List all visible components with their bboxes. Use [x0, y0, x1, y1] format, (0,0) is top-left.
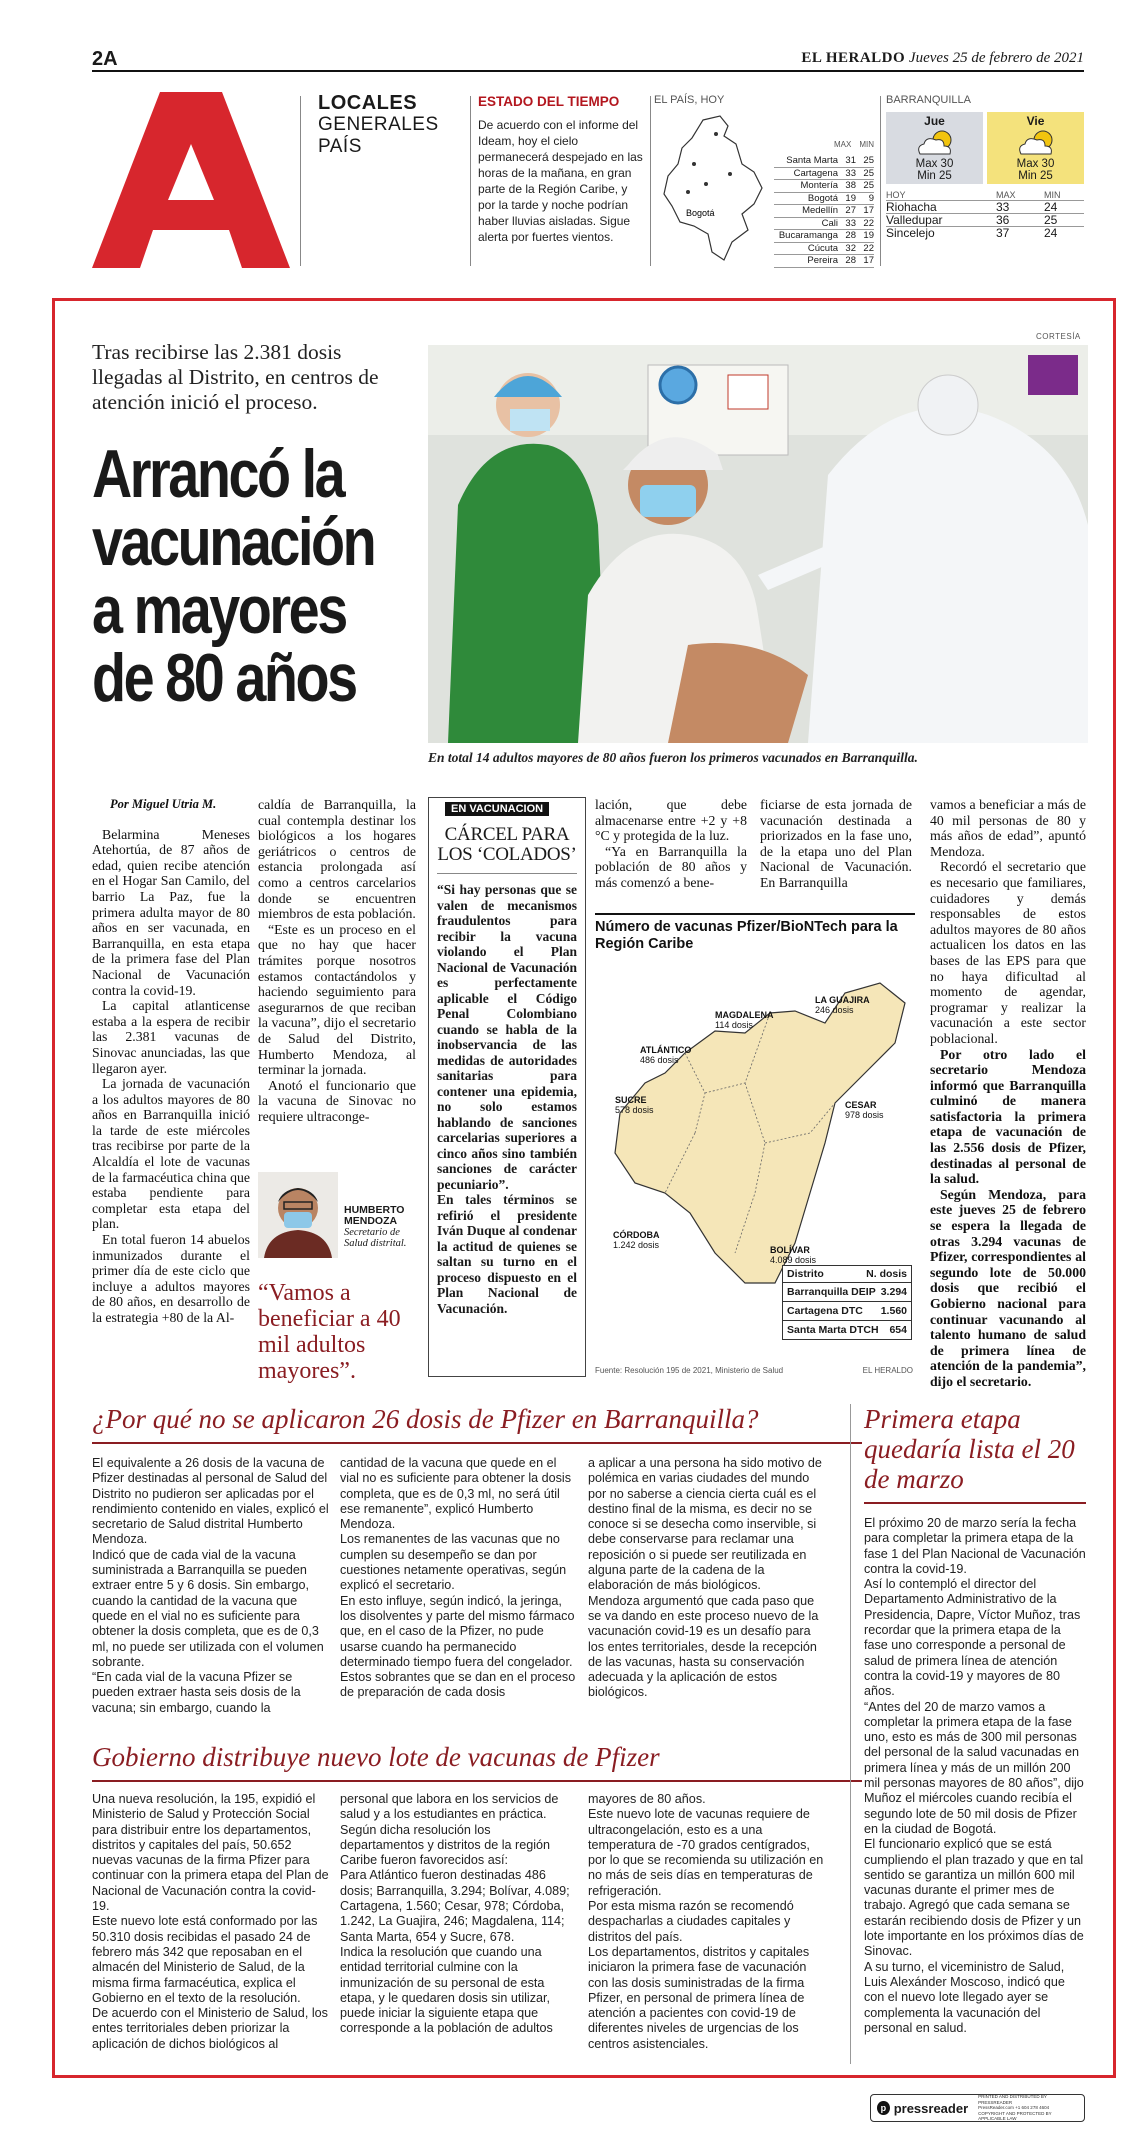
article-column-3 [595, 797, 747, 891]
forecast-label: BARRANQUILLA [886, 94, 971, 106]
col-max: MAX [996, 190, 1016, 200]
sidebar-title: CÁRCEL PARA LOS ‘COLADOS’ [437, 825, 577, 874]
col-today: HOY [886, 190, 906, 200]
map-source [595, 1366, 913, 1375]
divider [300, 96, 301, 266]
table-row: Riohacha 33 24 [886, 200, 1084, 213]
paragraph: “Este es un proceso en el que no hay que hacer trámites porque nosotros estamos contactándolos y haciendo seguimiento para asegurarnos de que reciban la vacuna”, dijo el secretario de Salud del Distrito, Humberto Mendoza, al terminar la jornada. [258, 921, 416, 1078]
region-label: SUCRE [615, 1095, 647, 1105]
barranquilla-forecast [886, 94, 1084, 239]
divider [850, 1404, 851, 2064]
sidebar-paragraph: “Si hay personas que se valen de mecanismos fraudulentos para recibir la vacuna violando el Plan Nacional de Vacunación es perfectamente aplicable el Código Penal Colombiano cuando se habla de la inobservancia de las medidas de autoridades sanitarias para contener una epidemia, no solo estamos hablando de sanciones carcelarias superiores a cinco años sino también sanciones de carácter pecuniario”. [437, 882, 577, 1192]
table-row: Cali 33 22 [774, 218, 874, 231]
story3-title[interactable]: Gobierno distribuye nuevo lote de vacunas de Pfizer [92, 1742, 660, 1772]
article-column-2 [258, 797, 416, 1124]
paragraph: Recordó el secretario que es necesario que familiares, cuidadores y demás responsables de estos adultos mayores de 80 años actualicen los datos en las bases de las EPS para que no haya dificultad al momento de agendar, programar y realizar la vacunación a este sector poblacional. [930, 859, 1086, 1046]
story4-title[interactable]: Primera etapa quedaría lista el 20 de marzo [864, 1404, 1075, 1494]
regional-temp-table [886, 190, 1084, 239]
section-item[interactable]: GENERALES [318, 114, 439, 135]
weather-title: ESTADO DEL TIEMPO [478, 94, 620, 109]
portrait-caption [344, 1205, 426, 1249]
table-row: Medellín 27 17 [774, 205, 874, 218]
caribbean-region-map [595, 953, 915, 1293]
region-doses: 578 dosis [615, 1105, 654, 1115]
paper-meta [801, 50, 1084, 67]
region-label: MAGDALENA [715, 1010, 774, 1020]
vaccination-photo [428, 345, 1088, 743]
source-text: Fuente: Resolución 195 de 2021, Ministerio de Salud [595, 1366, 784, 1375]
story3-col-1: Una nueva resolución, la 195, expidió el Ministerio de Salud y Protección Social para distribuir entre los departamentos, distritos y capitales del país, 50.652 nuevas vacunas de la firma Pfizer para continuar con la primera etapa del Plan de Nacional de Vacunación contra la covid-19. Este nuevo lote está conformado por las 50.310 dosis recibidas el pasado 24 de febrero más 342 que reposaban en el almacén del Ministerio de Salud, de la misma firma farmacéutica, explica el Gobierno en el texto de la resolución. De acuerdo con el Ministerio de Salud, los entes territoriales deben priorizar la aplicación de dichos biológicos al [92, 1792, 329, 2051]
divider [880, 96, 881, 266]
pressreader-badge[interactable] [870, 2094, 1085, 2122]
table-row: Sincelejo 37 24 [886, 226, 1084, 239]
story3-col-3: mayores de 80 años. Este nuevo lote de vacunas requiere de ultracongelación, esto es a una temperatura de -70 grados centígrados, por lo que se recomienda su utilización en no más de seis días en temperaturas de refrigeración. Por esta misma razón se recomendó despacharlas a ciudades capitales y distritos del país. Los departamentos, distritos y capitales iniciaron la primera fase de vacunación con las dosis suministradas de la firma Pfizer, en personal de primera línea de atención a pacientes con covid-19 de diferentes niveles de urgencias de los centros asistenciales. [588, 1792, 824, 2051]
divider [92, 1780, 862, 1782]
photo-caption: En total 14 adultos mayores de 80 años fueron los primeros vacunados en Barranquilla. [428, 750, 918, 765]
divider [864, 1502, 1086, 1504]
paragraph: La capital atlanticense estaba a la espera de recibir las 2.381 vacunas de Sinovac anunciadas, las que llegaron ayer. [92, 998, 250, 1076]
paragraph: ficiarse de esta jornada de vacunación destinada a priorizados en la fase uno, de la etapa uno del Plan Nacional de Vacunación. En Barranquilla [760, 797, 912, 890]
forecast-day [987, 112, 1084, 184]
region-label: CESAR [845, 1100, 877, 1110]
paragraph: “Ya en Barranquilla la población de 80 años y más comenzó a bene- [595, 843, 747, 890]
publication-date: Jueves 25 de febrero de 2021 [908, 50, 1084, 66]
source-brand: EL HERALDO [862, 1366, 913, 1375]
article-headline[interactable]: Arrancó la vacunación a mayores de 80 años [92, 436, 375, 716]
paragraph: lación, que debe almacenarse entre +2 y +8 °C y protegida de la luz. [595, 797, 747, 844]
district-doses-table [782, 1265, 912, 1340]
day-name: Jue [924, 114, 945, 128]
region-doses: 4.089 dosis [770, 1255, 817, 1265]
paragraph: Según Mendoza, para este jueves 25 de febrero se espera la llegada de otras 3.294 vacunas de Pfizer, correspondientes al segundo lote de 50.000 dosis que recibió el Gobierno nacional para continuar vacunando al talento humano de salud de primera línea de atención de la pandemia”, dijo el secretario. [930, 1186, 1086, 1389]
story3-col-2: personal que labora en los servicios de salud y a los estudiantes en práctica. Según dicha resolución los departamentos y distritos de la región Caribe fueron favorecidos así: Para Atlántico fueron destinadas 486 dosis; Barranquilla, 3.294; Bolívar, 4.089; Cartagena, 1.560; Cesar, 978; Córdoba, 1.242, La Guajira, 246; Magdalena, 114; Santa Marta, 654 y Sucre, 678. Indica la resolución que cuando una entidad territorial culmine con la inmunización de su personal de esta etapa, y le quedaren dosis sin utilizar, puede iniciar la siguiente etapa que corresponde a la población de adultos [340, 1792, 570, 2036]
region-label: BOLÍVAR [770, 1245, 810, 1255]
partly-cloudy-icon [1015, 128, 1059, 158]
region-doses: 978 dosis [845, 1110, 884, 1120]
article-column-1 [92, 797, 250, 1326]
article-deck: Tras recibirse las 2.381 dosis llegadas al Distrito, en centros de atención inició el proceso. [92, 340, 379, 414]
table-row: Barranquilla DEIP 3.294 [783, 1283, 911, 1302]
divider [92, 1442, 862, 1444]
map-title: Número de vacunas Pfizer/BioNTech para la Región Caribe [595, 913, 915, 953]
city-temp-table [774, 140, 874, 268]
weather-intro [478, 94, 644, 245]
portrait-name: HUMBERTO MENDOZA [344, 1204, 405, 1227]
weather-body: De acuerdo con el informe del Ideam, hoy el cielo permanecerá despejado en las horas de la mañana, en gran parte de la Región Caribe, y por la tarde y noche podrían haber lluvias aisladas. Sigue alerta por fuertes vientos. [478, 118, 643, 244]
col-min: MIN [1044, 190, 1061, 200]
table-row: Pereira 28 17 [774, 255, 874, 268]
paper-name: EL HERALDO [801, 50, 906, 66]
map-city-label: Bogotá [686, 208, 715, 218]
col-min: MIN [859, 140, 874, 149]
divider [470, 96, 471, 266]
divider [650, 96, 651, 266]
table-row: Santa Marta 31 25 [774, 155, 874, 168]
pressreader-fine-print: PRINTED AND DISTRIBUTED BY PRESSREADER PressReader.com +1 604 278 4604 COPYRIGHT AND PROTECTED BY APPLICABLE LAW [978, 2094, 1052, 2122]
region-label: CÓRDOBA [613, 1230, 660, 1240]
col-max: MAX [833, 140, 852, 149]
col-doses: N. dosis [866, 1268, 907, 1280]
table-row: Cúcuta 32 22 [774, 243, 874, 256]
region-label: LA GUAJIRA [815, 995, 870, 1005]
region-doses: 1.242 dosis [613, 1240, 660, 1250]
table-row: Cartagena DTC 1.560 [783, 1302, 911, 1321]
paragraph: vamos a beneficiar a más de 40 mil personas de 80 y más años de edad”, apuntó Mendoza. [930, 797, 1086, 859]
portrait-role: Secretario de Salud distrital. [344, 1227, 407, 1249]
day-min: Min 25 [1018, 170, 1053, 182]
story2-title[interactable]: ¿Por qué no se aplicaron 26 dosis de Pfizer en Barranquilla? [92, 1404, 759, 1434]
table-row: Valledupar 36 25 [886, 213, 1084, 226]
page-number: 2A [92, 48, 118, 70]
paragraph: Anotó el funcionario que la vacuna de Sinovac no requiere ultraconge- [258, 1077, 416, 1124]
sidebar-paragraph: En tales términos se refirió el presidente Iván Duque al condenar la actitud de quienes se saltan su turno en el proceso dispuesto en el Plan Nacional de Vacunación. [437, 1192, 577, 1316]
day-max: Max 30 [915, 158, 954, 170]
day-max: Max 30 [1016, 158, 1055, 170]
table-row: Bucaramanga 28 19 [774, 230, 874, 243]
weather-map-label: EL PAÍS, HOY [654, 94, 725, 106]
section-item[interactable]: PAÍS [318, 136, 362, 157]
weather-map [654, 94, 874, 268]
forecast-day [886, 112, 983, 184]
paragraph: caldía de Barranquilla, la cual contempla destinar los biológicos a los hogares geriátricos o centros de estancia prolongada así como a centros carcelarios donde se encuentren miembros de esta población. [258, 797, 416, 922]
section-current[interactable]: LOCALES [318, 92, 418, 114]
day-min: Min 25 [917, 170, 952, 182]
masthead [92, 46, 1084, 72]
paragraph: Por otro lado el secretario Mendoza informó que Barranquilla culminó de manera satisfactoria la primera etapa de vacunación de las 2.556 dosis de Pfizer, destinadas al personal de la salud. [930, 1046, 1086, 1187]
region-doses: 246 dosis [815, 1005, 854, 1015]
paragraph: La jornada de vacunación a los adultos mayores de 80 años en Barranquilla inició la tarde de este miércoles tras recibirse por parte de la Alcaldía el lote de vacunas de la farmacéutica china que estaba pendiente para completar esta etapa del plan. [92, 1076, 250, 1232]
story2-col-3: a aplicar a una persona ha sido motivo de polémica en varias ciudades del mundo por no saberse a ciencia cierta cuál es el destino final de la misma, es decir no se conoce si se desecha como inservible, si debe conservarse para reclamar una reposición o si puede ser reutilizada en alguna parte de la cadena de la elaboración de más biológicos. Mendoza argumentó que cada paso que se va dando en este proceso nuevo de la vacunación covid-19 es un desafío para los entes territoriales, desde la recepción de las vacunas, hasta su conservación adecuada y la aplicación de estos biológicos. [588, 1456, 822, 1700]
article-column-5 [930, 797, 1086, 1390]
paragraph: Belarmina Meneses Atehortúa, de 87 años de edad, quien recibe atención en el Hogar San Camilo, del barrio La Paz, fue la primera adulta mayor de 80 años en ser vacunada, en Barranquilla, en esta etapa de la primera fase del Plan Nacional de Vacunación contra la covid-19. [92, 826, 250, 998]
table-row: Cartagena 33 25 [774, 168, 874, 181]
humberto-mendoza-portrait [258, 1172, 338, 1258]
story2-col-1: El equivalente a 26 dosis de la vacuna de Pfizer destinadas al personal de Salud del Distrito no pudieron ser aplicadas por el rendimiento contenido en viales, explicó el secretario de Salud distrital Humberto Mendoza. Indicó que de cada vial de la vacuna suministrada a Barranquilla se pueden extraer entre 5 y 6 dosis. Sin embargo, cuando la cantidad de la vacuna que quede en el vial no es suficiente para obtener la dosis completa, que es de 0,3 ml, no puede ser utilizada con el volumen sobrante. “En cada vial de la vacuna Pfizer se pueden extraer hasta seis dosis de la vacuna; sin embargo, cuando la [92, 1456, 329, 1715]
table-row: Bogotá 19 9 [774, 193, 874, 206]
story4-body: El próximo 20 de marzo sería la fecha para completar la primera etapa de la fase 1 del Plan Nacional de Vacunación contra la covid-19. Así lo contempló el director del Departamento Administrativo de la Presidencia, Dapre, Víctor Muñoz, tras recordar que la primera etapa de la fase uno corresponde a personal de salud de primera línea de atención contra la covid-19 y mayores de 80 años. “Antes del 20 de marzo vamos a completar la primera etapa de la fase uno, esto es más de 300 mil personas del personal de la salud vacunadas en primera línea y más de un millón 200 mil personas mayores de 80 años”, dijo Muñoz el miércoles cuando recibía el segundo lote de 50 mil dosis de Pfizer en la ciudad de Bogotá. El funcionario explicó que se está cumpliendo el plan trazado y que en tal sentido se garantiza un millón 600 mil vacunas durante el primer mes de trabajo. Agregó que cada semana se estarán recibiendo dosis de Pfizer y un lote importante en los próximos días de Sinovac. A su turno, el viceministro de Salud, Luis Alexánder Moscoso, indicó que con el nuevo lote llegado ayer se complementa la vacunación del personal en salud. [864, 1516, 1086, 2035]
day-name: Vie [1026, 114, 1045, 128]
pull-quote: “Vamos a beneficiar a 40 mil adultos mayores”. [258, 1280, 401, 1384]
pressreader-logo-icon: p [877, 2101, 890, 2115]
region-label: ATLÁNTICO [640, 1045, 692, 1055]
table-row: Santa Marta DTCH 654 [787, 1324, 907, 1336]
story2-col-2: cantidad de la vacuna que quede en el vial no es suficiente para obtener la dosis completa, que es de 0,3 ml, no será útil ese remanente”, explicó Humberto Mendoza. Los remanentes de las vacunas que no cumplen su desempeño se dan por cuestiones netamente operativas, según explicó el secretario. En esto influye, según indicó, la jeringa, los disolventes y parte del mismo fármaco que, en el caso de la Pfizer, no pude usarse cuando ha permanecido determinado tiempo fuera del congelador. Estos sobrantes que se dan en el proceso de preparación de cada dosis [340, 1456, 576, 1700]
sidebar-tag: EN VACUNACION [445, 802, 549, 816]
byline: Por Miguel Utria M. [110, 797, 217, 811]
photo-credit: CORTESÍA [1036, 332, 1081, 341]
col-district: Distrito [787, 1268, 824, 1280]
region-doses: 486 dosis [640, 1055, 679, 1065]
table-row: Montería 38 25 [774, 180, 874, 193]
article-column-4 [760, 797, 912, 891]
colombia-map-icon [658, 114, 778, 264]
section-letter-a [92, 92, 290, 268]
sidebar-box [428, 797, 586, 1377]
partly-cloudy-icon [914, 128, 958, 158]
pressreader-name: pressreader [893, 2100, 969, 2116]
paragraph: En total fueron 14 abuelos inmunizados durante el primer día de este ciclo que incluye a adultos mayores de 80 años, en desarrollo de la estrategia +80 de la Al- [92, 1232, 250, 1325]
region-doses: 114 dosis [715, 1020, 753, 1030]
section-list [318, 92, 468, 158]
